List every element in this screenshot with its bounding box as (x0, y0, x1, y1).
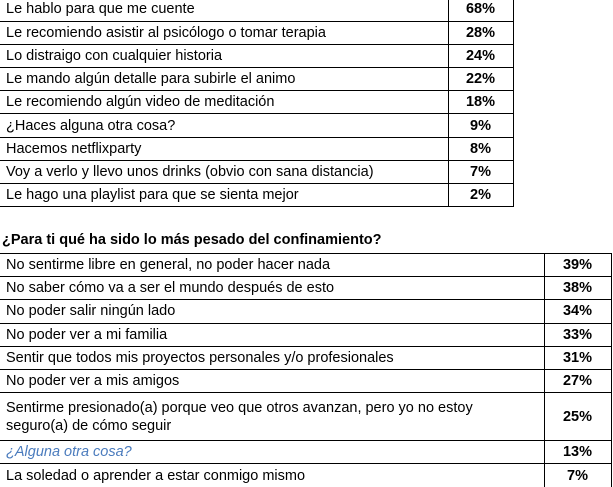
row-label: Le hago una playlist para que se sienta mejor (0, 184, 448, 207)
table-row (0, 441, 611, 464)
row-percent: 33% (544, 323, 611, 346)
row-percent: 68% (448, 0, 513, 21)
row-percent: 31% (544, 346, 611, 369)
table-row (0, 369, 611, 392)
table-row (0, 0, 513, 21)
row-label: ¿Haces alguna otra cosa? (0, 114, 448, 137)
row-percent: 39% (544, 254, 611, 277)
table-row (0, 21, 513, 44)
row-percent: 24% (448, 44, 513, 67)
table-row (0, 323, 611, 346)
row-percent: 8% (448, 137, 513, 160)
row-percent: 34% (544, 300, 611, 323)
table-row (0, 160, 513, 183)
table-row (0, 184, 513, 207)
question-title: ¿Para ti qué ha sido lo más pesado del confinamiento? (2, 232, 382, 248)
row-label: Sentirme presionado(a) porque veo que otros avanzan, pero yo no estoy seguro(a) de cómo seguir (0, 393, 544, 441)
table-row (0, 91, 513, 114)
table-row (0, 277, 611, 300)
row-percent: 25% (544, 393, 611, 441)
row-label: Le recomiendo asistir al psicólogo o tomar terapia (0, 21, 448, 44)
table-row (0, 137, 513, 160)
row-label: No poder ver a mis amigos (0, 369, 544, 392)
row-percent: 22% (448, 68, 513, 91)
row-label: No poder salir ningún lado (0, 300, 544, 323)
row-label: Voy a verlo y llevo unos drinks (obvio con sana distancia) (0, 160, 448, 183)
row-label: La soledad o aprender a estar conmigo mismo (0, 464, 544, 487)
row-percent: 27% (544, 369, 611, 392)
table-row (0, 68, 513, 91)
table-row (0, 393, 611, 441)
row-percent: 18% (448, 91, 513, 114)
row-label: Le hablo para que me cuente (0, 0, 448, 21)
results-table-2 (0, 253, 612, 487)
table-row (0, 346, 611, 369)
row-label-other: ¿Alguna otra cosa? (0, 441, 544, 464)
table-row (0, 44, 513, 67)
table-row (0, 464, 611, 487)
row-percent: 7% (544, 464, 611, 487)
row-percent: 28% (448, 21, 513, 44)
table-row (0, 114, 513, 137)
table-row (0, 300, 611, 323)
row-label: Le mando algún detalle para subirle el animo (0, 68, 448, 91)
row-percent: 38% (544, 277, 611, 300)
row-label: Le recomiendo algún video de meditación (0, 91, 448, 114)
row-label: Lo distraigo con cualquier historia (0, 44, 448, 67)
row-label: Sentir que todos mis proyectos personales y/o profesionales (0, 346, 544, 369)
row-percent: 7% (448, 160, 513, 183)
results-table-1 (0, 0, 514, 207)
row-label: No saber cómo va a ser el mundo después de esto (0, 277, 544, 300)
table-row (0, 254, 611, 277)
row-percent: 9% (448, 114, 513, 137)
row-label: Hacemos netflixparty (0, 137, 448, 160)
row-label: No sentirme libre en general, no poder hacer nada (0, 254, 544, 277)
row-label: No poder ver a mi familia (0, 323, 544, 346)
row-percent: 2% (448, 184, 513, 207)
row-percent: 13% (544, 441, 611, 464)
